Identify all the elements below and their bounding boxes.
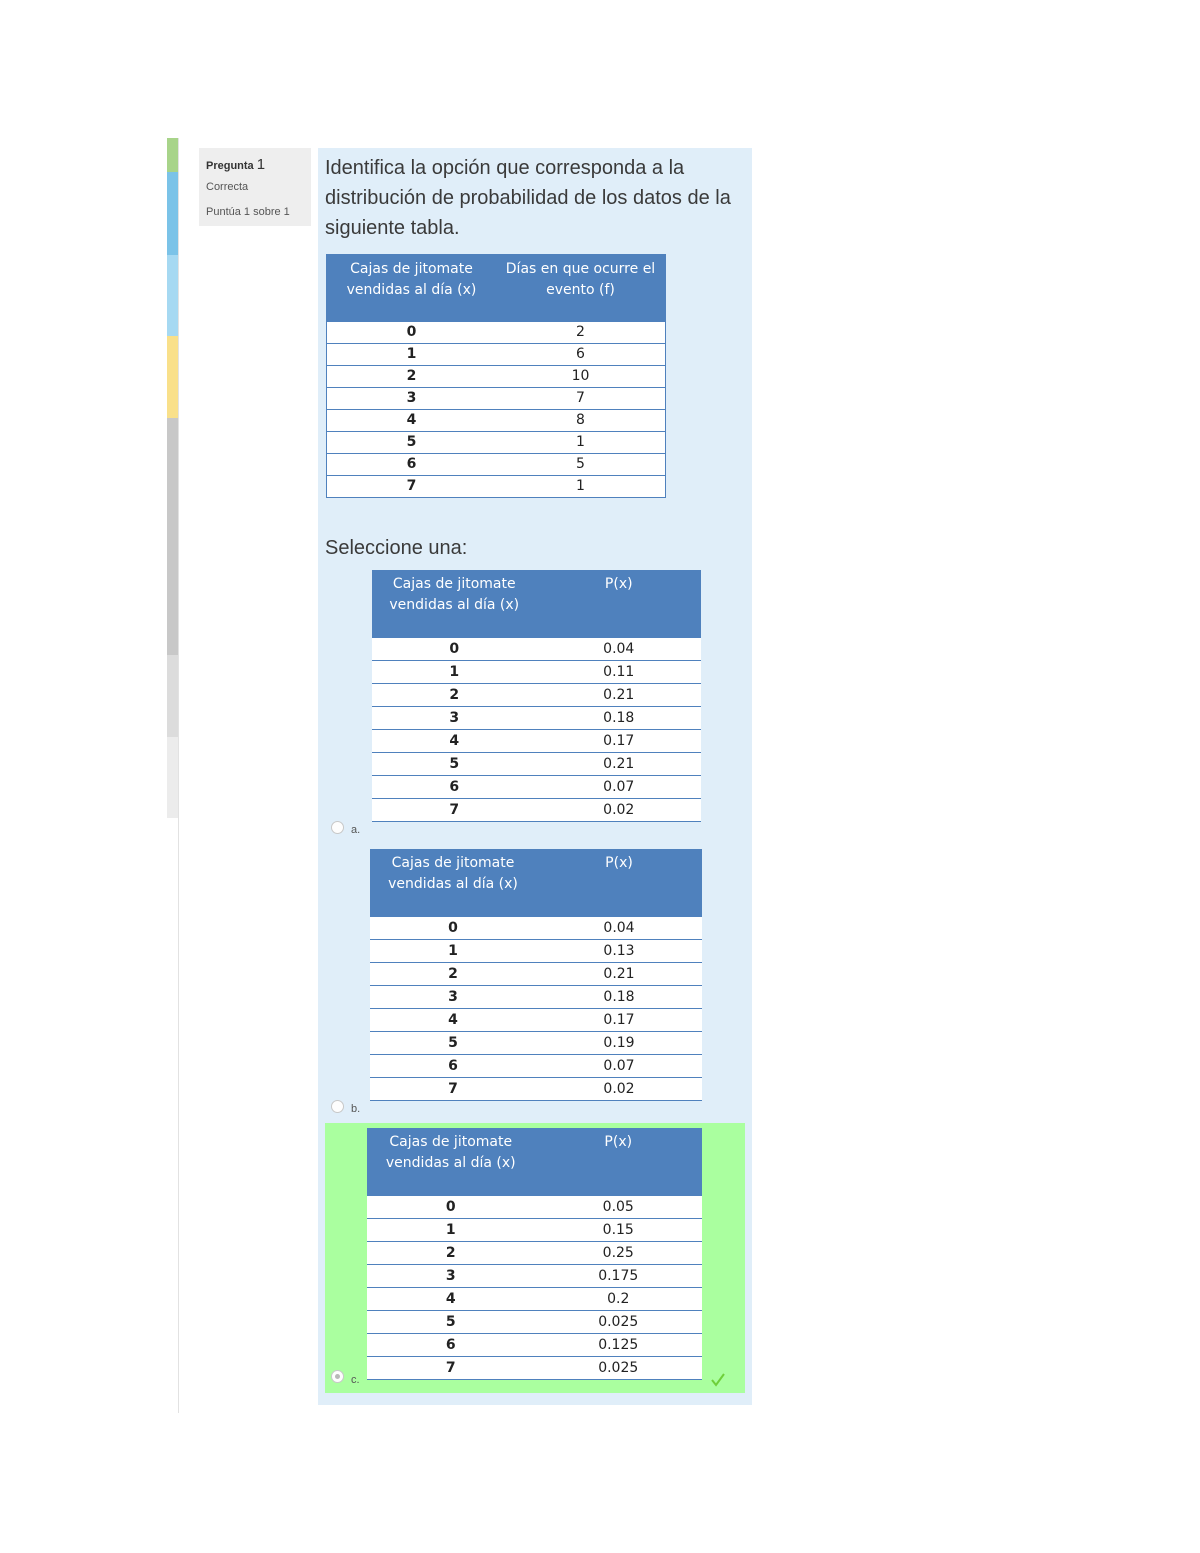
table-row (367, 1265, 702, 1288)
question-text: Identifica la opción que corresponda a la distribución de probabilidad de los datos de la siguiente tabla. (325, 157, 731, 239)
cell-value: 0.04 (537, 638, 702, 661)
table-row (367, 1357, 702, 1380)
table-row (372, 776, 701, 799)
frequency-table (326, 254, 666, 498)
cell-value: 0.175 (535, 1265, 703, 1288)
table-row (367, 1196, 702, 1219)
nav-strip-7 (167, 737, 178, 818)
cell-value: 0.21 (537, 684, 702, 707)
cell-value: 0.025 (535, 1357, 703, 1380)
table-row (372, 661, 701, 684)
cell-value: 0.125 (535, 1334, 703, 1357)
cell-x: 6 (372, 776, 537, 799)
option-c-table-header-x: Cajas de jitomate vendidas al día (x) (367, 1128, 535, 1196)
cell-x: 5 (367, 1311, 535, 1334)
option-b-table-header-value: P(x) (536, 849, 702, 917)
option-a-radio[interactable] (331, 821, 344, 834)
option-a-table-header-value: P(x) (537, 570, 702, 638)
cell-x: 2 (370, 963, 536, 986)
cell-value: 0.025 (535, 1311, 703, 1334)
cell-value: 0.21 (537, 753, 702, 776)
option-c-table (367, 1128, 702, 1380)
cell-value: 0.2 (535, 1288, 703, 1311)
table-row (372, 684, 701, 707)
cell-x: 6 (370, 1055, 536, 1078)
cell-value: 0.11 (537, 661, 702, 684)
cell-value: 1 (496, 476, 666, 498)
cell-x: 7 (327, 476, 497, 498)
select-label: Seleccione una: (325, 537, 468, 559)
option-c-table-header-value: P(x) (535, 1128, 703, 1196)
cell-x: 0 (372, 638, 537, 661)
cell-x: 1 (372, 661, 537, 684)
option-a-table-header-row (372, 570, 701, 638)
nav-strip-1 (167, 138, 178, 172)
cell-value: 0.17 (537, 730, 702, 753)
table-row (327, 410, 666, 432)
option-a-letter: a. (351, 824, 361, 836)
option-a-table (372, 570, 701, 822)
cell-x: 1 (327, 344, 497, 366)
nav-strip-5 (167, 418, 178, 655)
cell-value: 7 (496, 388, 666, 410)
table-row (370, 1055, 702, 1078)
frequency-table-header-row (327, 255, 666, 322)
table-row (372, 730, 701, 753)
table-row (372, 638, 701, 661)
option-b-table (370, 849, 702, 1101)
table-row (367, 1288, 702, 1311)
option-c-table-header-row (367, 1128, 702, 1196)
cell-x: 5 (370, 1032, 536, 1055)
cell-value: 8 (496, 410, 666, 432)
table-row (370, 917, 702, 940)
cell-x: 3 (370, 986, 536, 1009)
option-a-table-header-x: Cajas de jitomate vendidas al día (x) (372, 570, 537, 638)
cell-x: 4 (367, 1288, 535, 1311)
cell-value: 0.21 (536, 963, 702, 986)
cell-x: 7 (372, 799, 537, 822)
table-row (327, 388, 666, 410)
table-row (327, 476, 666, 498)
cell-value: 0.19 (536, 1032, 702, 1055)
cell-x: 2 (372, 684, 537, 707)
table-row (370, 1078, 702, 1101)
cell-x: 2 (367, 1242, 535, 1265)
cell-x: 0 (367, 1196, 535, 1219)
table-row (327, 322, 666, 344)
table-row (367, 1311, 702, 1334)
table-row (372, 753, 701, 776)
table-row (370, 940, 702, 963)
divider (178, 138, 179, 1413)
cell-x: 5 (372, 753, 537, 776)
option-b-radio[interactable] (331, 1100, 344, 1113)
cell-value: 0.04 (536, 917, 702, 940)
cell-x: 1 (370, 940, 536, 963)
cell-value: 0.02 (536, 1078, 702, 1101)
question-number-label: Pregunta 1 (206, 156, 266, 173)
frequency-table-header-value: Días en que ocurre el evento (f) (496, 255, 666, 322)
table-row (367, 1219, 702, 1242)
table-row (367, 1242, 702, 1265)
cell-value: 0.15 (535, 1219, 703, 1242)
option-c-radio[interactable] (331, 1370, 344, 1383)
cell-value: 0.07 (537, 776, 702, 799)
cell-value: 0.05 (535, 1196, 703, 1219)
option-b-table-header-row (370, 849, 702, 917)
nav-strip-2 (167, 172, 178, 255)
cell-value: 1 (496, 432, 666, 454)
nav-strip-6 (167, 655, 178, 737)
table-row (370, 963, 702, 986)
table-row (367, 1334, 702, 1357)
cell-x: 6 (327, 454, 497, 476)
cell-x: 6 (367, 1334, 535, 1357)
cell-value: 0.18 (536, 986, 702, 1009)
cell-x: 4 (372, 730, 537, 753)
cell-x: 4 (327, 410, 497, 432)
table-row (370, 986, 702, 1009)
cell-x: 0 (370, 917, 536, 940)
nav-strip-3 (167, 255, 178, 336)
table-row (327, 432, 666, 454)
cell-x: 2 (327, 366, 497, 388)
table-row (370, 1009, 702, 1032)
question-state: Correcta (206, 181, 249, 193)
frequency-table-header-x: Cajas de jitomate vendidas al día (x) (327, 255, 497, 322)
cell-x: 3 (327, 388, 497, 410)
cell-value: 2 (496, 322, 666, 344)
question-info (199, 148, 311, 226)
cell-value: 5 (496, 454, 666, 476)
cell-value: 0.02 (537, 799, 702, 822)
table-row (327, 366, 666, 388)
cell-x: 7 (367, 1357, 535, 1380)
option-c-letter: c. (351, 1374, 360, 1386)
cell-x: 4 (370, 1009, 536, 1032)
table-row (327, 344, 666, 366)
nav-strip-4 (167, 336, 178, 418)
cell-value: 0.13 (536, 940, 702, 963)
option-b-letter: b. (351, 1103, 361, 1115)
table-row (372, 707, 701, 730)
question-grade: Puntúa 1 sobre 1 (206, 206, 290, 218)
cell-value: 0.18 (537, 707, 702, 730)
cell-x: 1 (367, 1219, 535, 1242)
cell-x: 7 (370, 1078, 536, 1101)
cell-value: 0.17 (536, 1009, 702, 1032)
cell-x: 5 (327, 432, 497, 454)
cell-value: 0.07 (536, 1055, 702, 1078)
cell-x: 3 (367, 1265, 535, 1288)
cell-value: 10 (496, 366, 666, 388)
table-row (327, 454, 666, 476)
table-row (370, 1032, 702, 1055)
cell-value: 6 (496, 344, 666, 366)
cell-x: 3 (372, 707, 537, 730)
question-number: 1 (256, 156, 266, 173)
option-b-table-header-x: Cajas de jitomate vendidas al día (x) (370, 849, 536, 917)
cell-x: 0 (327, 322, 497, 344)
cell-value: 0.25 (535, 1242, 703, 1265)
checkmark-icon (710, 1372, 726, 1388)
table-row (372, 799, 701, 822)
